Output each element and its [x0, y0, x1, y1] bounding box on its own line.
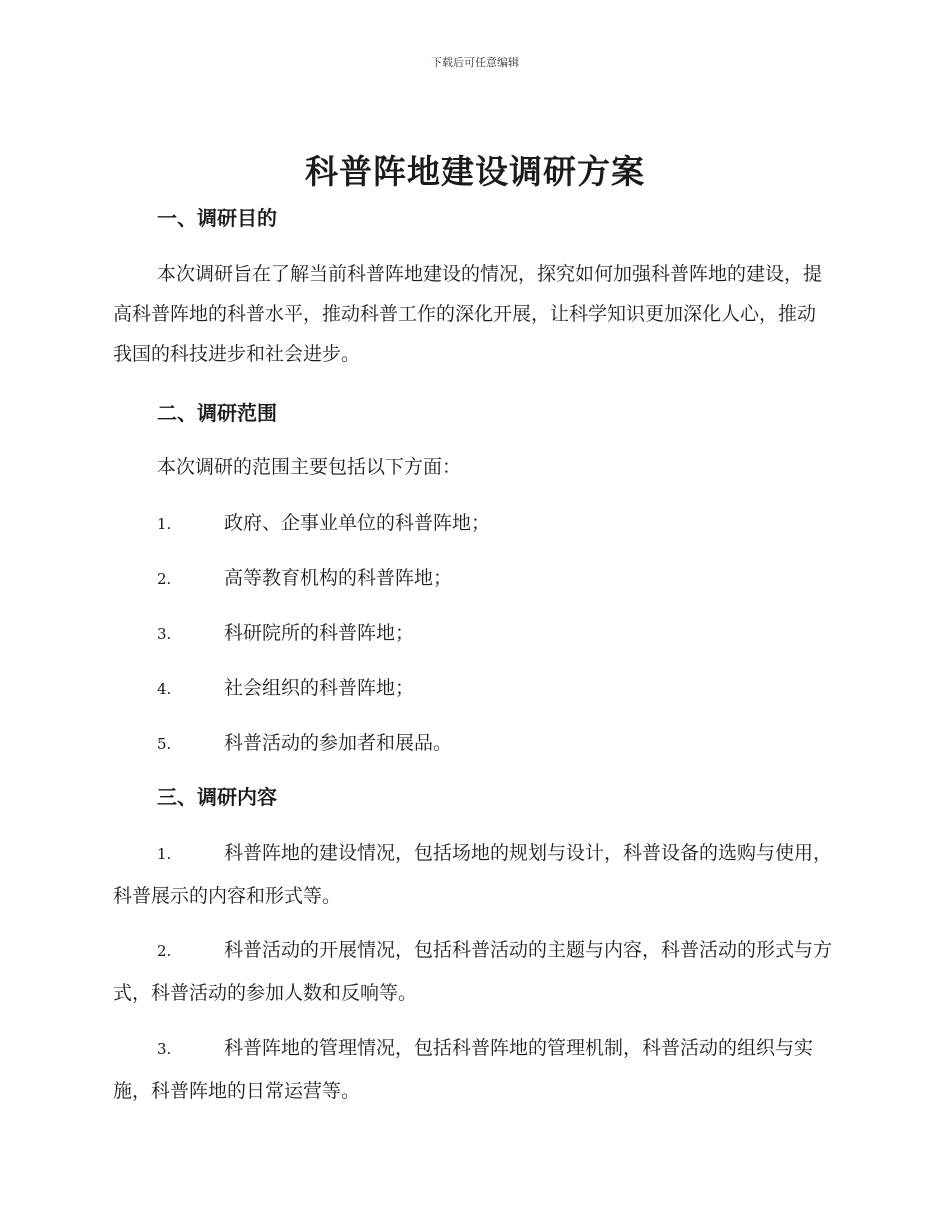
list-number: 1. — [157, 515, 172, 533]
section-heading-content: 三、调研内容 — [157, 785, 277, 809]
list-text: 科普阵地的管理情况，包括科普阵地的管理机制，科普活动的组织与实施，科普阵地的日常运营等。 — [113, 1037, 814, 1102]
list-text: 高等教育机构的科普阵地； — [224, 567, 453, 589]
list-text: 科研院所的科普阵地； — [224, 622, 415, 644]
content-list-item — [113, 832, 833, 917]
list-number: 1. — [157, 845, 172, 863]
scope-intro: 本次调研的范围主要包括以下方面： — [157, 456, 462, 478]
scope-list-item — [157, 563, 452, 594]
section-heading-purpose: 一、调研目的 — [157, 206, 277, 230]
list-number: 4. — [157, 680, 172, 698]
list-text: 科普活动的参加者和展品。 — [224, 732, 453, 754]
list-text: 科普阵地的建设情况，包括场地的规划与设计，科普设备的选购与使用，科普展示的内容和形式等。 — [113, 842, 833, 907]
scope-list-item — [157, 508, 490, 539]
scope-list-item — [157, 618, 414, 649]
list-text: 科普活动的开展情况，包括科普活动的主题与内容，科普活动的形式与方式，科普活动的参加人数和反响等。 — [113, 939, 833, 1004]
section-heading-scope: 二、调研范围 — [157, 401, 277, 425]
scope-list-item — [157, 728, 452, 759]
list-number: 2. — [157, 942, 172, 960]
list-number: 3. — [157, 1040, 172, 1058]
list-text: 政府、企事业单位的科普阵地； — [224, 512, 491, 534]
list-number: 5. — [157, 735, 172, 753]
purpose-paragraph: 本次调研旨在了解当前科普阵地建设的情况，探究如何加强科普阵地的建设，提高科普阵地的科普水平，推动科普工作的深化开展，让科学知识更加深化人心，推动我国的科技进步和社会进步。 — [113, 263, 823, 365]
document-title: 科普阵地建设调研方案 — [305, 152, 645, 191]
list-number: 2. — [157, 570, 172, 588]
content-list-item — [113, 929, 833, 1014]
scope-list-item — [157, 673, 414, 704]
list-number: 3. — [157, 625, 172, 643]
list-text: 社会组织的科普阵地； — [224, 677, 415, 699]
content-list-item — [113, 1027, 833, 1112]
header-note: 下载后可任意编辑 — [431, 56, 519, 69]
